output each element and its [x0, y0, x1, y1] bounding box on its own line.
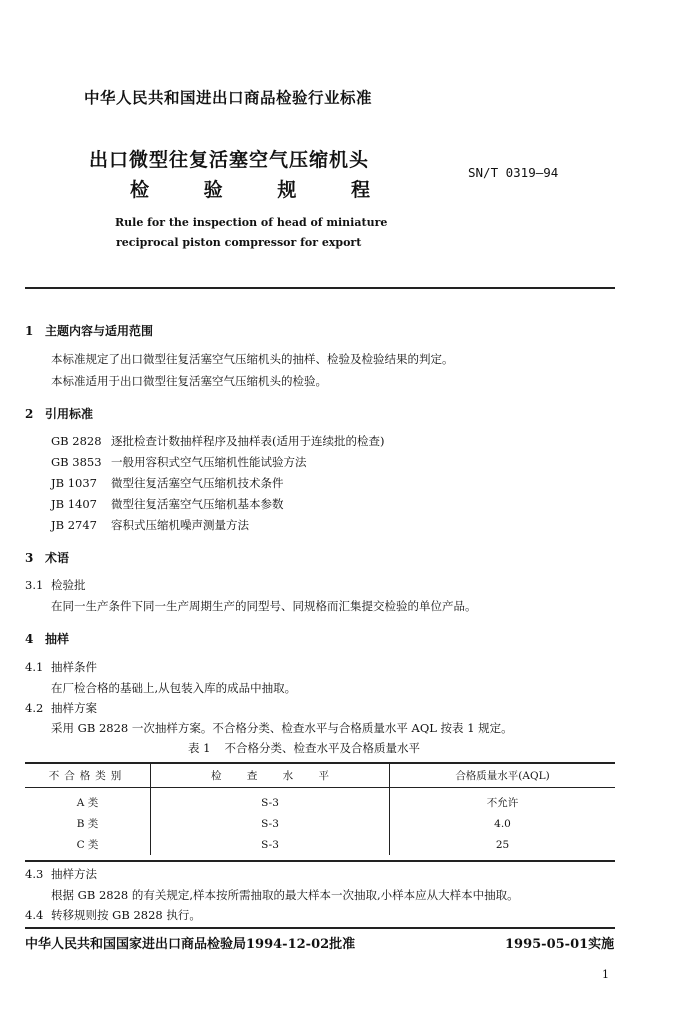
section-4-heading — [25, 630, 69, 647]
paragraph: 根据 GB 2828 的有关规定,样本按所需抽取的最大样本一次抽取,小样本应从大样本中抽取。 — [51, 888, 519, 902]
reference-title: 微型往复活塞空气压缩机基本参数 — [111, 497, 284, 511]
subsection-number: 4.4 — [25, 908, 44, 922]
reference-code: GB 2828 — [51, 434, 102, 448]
standard-number: SN/T 0319—94 — [468, 165, 559, 180]
reference-title: 容积式压缩机噪声测量方法 — [111, 518, 249, 532]
title-char: 验 — [203, 179, 223, 201]
footer-divider — [25, 927, 615, 929]
table-title: 不合格分类、检查水平及合格质量水平 — [224, 741, 420, 755]
section-number: 4 — [25, 632, 34, 646]
subsection-title: 检验批 — [51, 578, 86, 592]
english-title-line-1: Rule for the inspection of head of miniature — [115, 216, 388, 229]
reference-item — [51, 454, 307, 470]
page-number: 1 — [602, 968, 609, 981]
approval-line: 中华人民共和国国家进出口商品检验局1994-12-02批准 — [25, 937, 356, 952]
table-cell: C 类 — [25, 834, 151, 855]
inspection-table — [25, 763, 615, 855]
document-title-subtitle — [130, 175, 370, 202]
reference-title: 一般用容积式空气压缩机性能试验方法 — [111, 455, 307, 469]
section-number: 1 — [25, 324, 34, 338]
table-cell: B 类 — [25, 813, 151, 834]
subsection-number: 3.1 — [25, 578, 44, 592]
section-3-heading — [25, 549, 69, 566]
table-bottom-rule — [25, 860, 615, 862]
title-char: 规 — [277, 179, 297, 201]
subsection-4-3-heading — [25, 866, 97, 882]
issuing-organization: 中华人民共和国进出口商品检验行业标准 — [84, 88, 373, 107]
title-char: 检 — [130, 179, 150, 201]
paragraph: 在同一生产条件下同一生产周期生产的同型号、同规格而汇集提交检验的单位产品。 — [51, 599, 477, 613]
implementation-date: 1995-05-01实施 — [505, 937, 615, 952]
subsection-title: 抽样方法 — [51, 867, 97, 881]
section-title: 抽样 — [45, 632, 70, 646]
table-number: 表 1 — [188, 741, 211, 755]
reference-code: JB 1407 — [51, 497, 97, 511]
header-divider — [25, 287, 615, 289]
document-title: 出口微型往复活塞空气压缩机头 — [89, 149, 370, 171]
paragraph: 在厂检合格的基础上,从包装入库的成品中抽取。 — [51, 681, 297, 695]
reference-item — [51, 475, 284, 491]
table-row — [25, 834, 615, 855]
table-cell: 不允许 — [486, 797, 519, 809]
subsection-4-1-heading — [25, 659, 97, 675]
subsection-4-2-heading — [25, 700, 97, 716]
subsection-number: 4.1 — [25, 660, 44, 674]
column-header: 合格质量水平(AQL) — [390, 763, 616, 788]
section-number: 2 — [25, 407, 34, 421]
subsection-3-1-heading — [25, 577, 86, 593]
section-title: 引用标准 — [45, 407, 94, 421]
table-cell: S-3 — [151, 788, 390, 814]
reference-code: GB 3853 — [51, 455, 102, 469]
reference-item — [51, 517, 249, 533]
section-title: 术语 — [45, 551, 70, 565]
reference-code: JB 2747 — [51, 518, 97, 532]
subsection-title: 抽样方案 — [51, 701, 97, 715]
table-caption — [188, 740, 420, 756]
reference-item — [51, 496, 284, 512]
section-2-heading — [25, 405, 93, 422]
reference-title: 微型往复活塞空气压缩机技术条件 — [111, 476, 284, 490]
english-title-line-2: reciprocal piston compressor for export — [116, 236, 362, 249]
table-cell: 25 — [495, 838, 510, 851]
reference-code: JB 1037 — [51, 476, 97, 490]
section-1-heading — [25, 322, 153, 339]
table-row — [25, 813, 615, 834]
reference-title: 逐批检查计数抽样程序及抽样表(适用于连续批的检查) — [111, 434, 385, 448]
section-title: 主题内容与适用范围 — [45, 324, 154, 338]
table-cell: S-3 — [151, 813, 390, 834]
subsection-4-4 — [25, 907, 201, 923]
paragraph: 本标准规定了出口微型往复活塞空气压缩机头的抽样、检验及检验结果的判定。 — [51, 352, 454, 366]
section-number: 3 — [25, 551, 34, 565]
title-char: 程 — [350, 179, 370, 201]
subsection-number: 4.3 — [25, 867, 44, 881]
reference-item — [51, 433, 384, 449]
table-cell: A 类 — [25, 788, 151, 814]
table-cell: 4.0 — [494, 817, 511, 830]
table-row — [25, 788, 615, 814]
subsection-number: 4.2 — [25, 701, 44, 715]
table-cell: S-3 — [151, 834, 390, 855]
table-header-row — [25, 763, 615, 788]
subsection-text: 转移规则按 GB 2828 执行。 — [51, 908, 201, 922]
paragraph: 本标准适用于出口微型往复活塞空气压缩机头的检验。 — [51, 374, 327, 388]
column-header: 不合格类别 — [25, 763, 151, 788]
subsection-title: 抽样条件 — [51, 660, 97, 674]
column-header: 检 查 水 平 — [151, 763, 390, 788]
paragraph: 采用 GB 2828 一次抽样方案。不合格分类、检查水平与合格质量水平 AQL 按表 1 规定。 — [51, 721, 513, 735]
